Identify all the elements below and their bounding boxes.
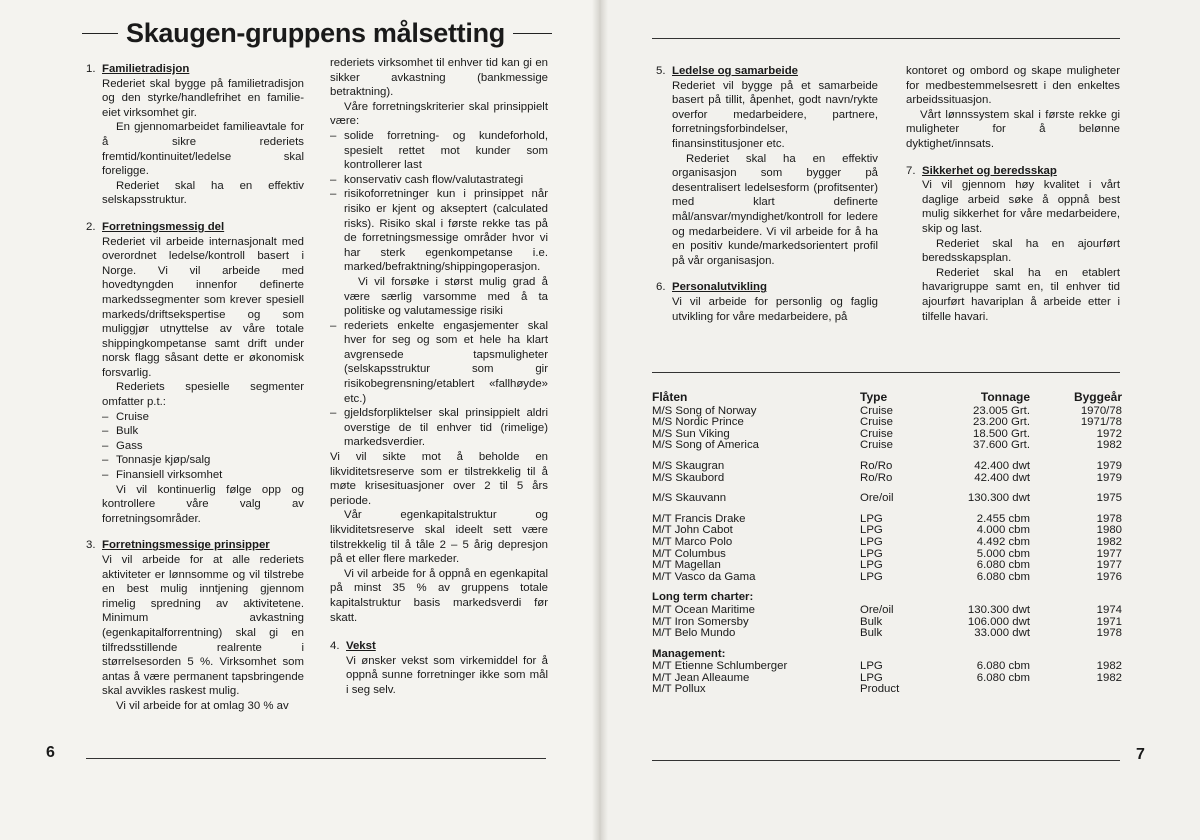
- vessel-build-year: 1971: [1096, 615, 1122, 628]
- paragraph: Vi vil forsøke i størst mulig grad å være særlig varsomme med å ta politiske og valutamessige risiki: [344, 275, 548, 318]
- vessel-type: LPG: [860, 524, 883, 537]
- vessel-name: M/T John Cabot: [652, 524, 733, 537]
- footer-rule-right: [652, 760, 1120, 761]
- right-column-1: [656, 64, 878, 324]
- section-number: 7.: [906, 164, 916, 177]
- vessel-type: Cruise: [860, 404, 893, 417]
- paragraph: Vårt lønnssystem skal i første rekke gi muligheter for å belønne dyktighet/innsats.: [906, 108, 1120, 150]
- section-6: [656, 280, 878, 324]
- vessel-build-year: 1979: [1096, 471, 1122, 484]
- section-number: 4.: [330, 640, 340, 653]
- vessel-type: LPG: [860, 559, 883, 572]
- vessel-build-year: [1030, 684, 1122, 696]
- header-rule-right: [652, 38, 1120, 39]
- fleet-group: [652, 514, 1122, 584]
- paragraph: Vi vil arbeide for å oppnå en egenkapital på minst 35 % av gruppens totale kapitalstruktur basis markedsverdi før skatt.: [330, 567, 548, 624]
- table-row: [652, 605, 1122, 617]
- table-row: [652, 537, 1122, 549]
- vessel-build-year: 1980: [1096, 524, 1122, 537]
- paragraph: Rederiet skal ha en effektiv selskapsstruktur.: [102, 179, 304, 207]
- paragraph: Våre forretningskriterier skal prinsippielt være:: [330, 100, 548, 128]
- vessel-build-year: 1977: [1096, 547, 1122, 560]
- vessel-name: M/S Song of America: [652, 439, 759, 452]
- vessel-type: Bulk: [860, 615, 883, 628]
- risk-list: [330, 319, 548, 450]
- list-item: – risikoforretninger kun i prinsippet når risiko er kjent og akseptert (calculated risks). Risiko skal i første rekke tas på de forretningsmessige områder hvor vi har sterk egenkompetanse i.e. marked/befraktning/shippingoperasjon.: [330, 187, 548, 275]
- vessel-type: Cruise: [860, 439, 893, 452]
- vessel-tonnage: 37.600 Grt.: [973, 439, 1030, 452]
- paragraph: Rederiet vil arbeide internasjonalt med overordnet ledelse/kontroll basert i Norge. Vi vil arbeide med hovedtyngden innenfor definerte markedssegmenter som krever spesiell markeds/driftsekspertise og som muliggjør utnyttelse av våre totale shippingkompetanse samt drift under norsk flagg såsant dette er økonomisk forsvarlig.: [102, 235, 304, 379]
- table-row: [652, 628, 1122, 640]
- vessel-type: Ro/Ro: [860, 459, 893, 472]
- fleet-group: [652, 461, 1122, 484]
- paragraph: En gjennomarbeidet familieavtale for å sikre rederiets fremtid/kontinuitet/ledelse skal foreligge.: [102, 121, 304, 178]
- vessel-tonnage: 2.455 cbm: [976, 512, 1030, 525]
- vessel-build-year: 1982: [1096, 660, 1122, 673]
- vessel-name: M/T Marco Polo: [652, 535, 733, 548]
- list-item: – konservativ cash flow/valutastrategi: [330, 173, 548, 188]
- vessel-tonnage: 6.080 cbm: [976, 660, 1030, 673]
- vessel-tonnage: 18.500 Grt.: [973, 427, 1030, 440]
- fleet-header-row: [652, 392, 1122, 404]
- vessel-name: M/S Song of Norway: [652, 404, 757, 417]
- section-number: 5.: [656, 65, 666, 77]
- section-7: [906, 164, 1120, 325]
- section-number: 1.: [86, 63, 96, 75]
- book-gutter: [592, 0, 608, 840]
- vessel-tonnage: 106.000 dwt: [967, 615, 1030, 628]
- table-row: [652, 684, 1122, 696]
- vessel-build-year: 1982: [1096, 439, 1122, 452]
- vessel-type: Ore/oil: [860, 492, 894, 505]
- fleet-table: [652, 392, 1122, 696]
- footer-rule-left: [86, 758, 546, 759]
- header-build-year: Byggeår: [1073, 390, 1122, 404]
- list-item: – Bulk: [102, 424, 304, 439]
- list-item: – Tonnasje kjøp/salg: [102, 453, 304, 468]
- vessel-tonnage: 6.080 cbm: [976, 570, 1030, 583]
- list-item: – solide forretning- og kundeforhold, spesielt rettet mot kunder som kontrollerer last: [330, 129, 548, 173]
- paragraph: Vi vil arbeide for personlig og faglig utvikling for våre medarbeidere, på: [672, 295, 878, 323]
- vessel-tonnage: 5.000 cbm: [976, 547, 1030, 560]
- vessel-tonnage: 42.400 dwt: [974, 459, 1030, 472]
- list-item: – Finansiell virksomhet: [102, 468, 304, 483]
- vessel-build-year: 1978: [1096, 627, 1122, 640]
- vessel-tonnage: 6.080 cbm: [976, 559, 1030, 572]
- vessel-type: LPG: [860, 671, 883, 684]
- list-item: – Cruise: [102, 410, 304, 425]
- segment-list: [102, 410, 304, 483]
- fleet-group-heading: Management:: [652, 647, 726, 660]
- vessel-name: M/T Ocean Maritime: [652, 603, 755, 616]
- vessel-name: M/T Jean Alleaume: [652, 671, 750, 684]
- vessel-build-year: 1975: [1096, 492, 1122, 505]
- vessel-name: M/T Belo Mundo: [652, 627, 736, 640]
- fleet-group: [652, 592, 1122, 639]
- fleet-top-rule: [652, 372, 1120, 373]
- vessel-build-year: 1974: [1096, 603, 1122, 616]
- vessel-build-year: 1976: [1096, 570, 1122, 583]
- section-heading: Ledelse og samarbeide: [672, 65, 798, 77]
- vessel-name: M/T Columbus: [652, 547, 726, 560]
- vessel-name: M/S Skaugran: [652, 459, 725, 472]
- right-page: [602, 0, 1200, 840]
- vessel-tonnage: 4.000 cbm: [976, 524, 1030, 537]
- right-column-2: [906, 64, 1120, 324]
- table-row: [652, 493, 1122, 505]
- vessel-tonnage: 33.000 dwt: [974, 627, 1030, 640]
- vessel-name: M/T Iron Somersby: [652, 615, 749, 628]
- vessel-build-year: 1970/78: [1080, 404, 1122, 417]
- paragraph: Vi vil gjennom høy kvalitet i vårt daglige arbeid søke å oppnå best mulig sikkerhet for våre medarbeidere, skip og last.: [922, 179, 1120, 235]
- paragraph: rederiets virksomhet til enhver tid kan gi en sikker avkastning (bankmessige betraktning).: [330, 57, 548, 99]
- vessel-type: Ro/Ro: [860, 471, 893, 484]
- paragraph: Vår egenkapitalstruktur og likviditetsreserve skal ideelt sett være tilstrekkelig til å tåle 2 – 5 årig depresjon på et eller flere markeder.: [330, 509, 548, 566]
- section-5: [656, 64, 878, 268]
- section-1: [86, 62, 304, 208]
- fleet-group: [652, 406, 1122, 452]
- section-3: [86, 538, 304, 713]
- left-column-2: [330, 56, 548, 698]
- vessel-name: M/S Skaubord: [652, 471, 725, 484]
- vessel-name: M/S Sun Viking: [652, 427, 730, 440]
- title-dash-left: [82, 33, 118, 34]
- section-number: 2.: [86, 220, 96, 233]
- section-heading: Vekst: [346, 640, 376, 653]
- fleet-group: [652, 493, 1122, 505]
- vessel-name: M/S Nordic Prince: [652, 416, 744, 429]
- section-4: [330, 639, 548, 697]
- paragraph: Rederiet vil bygge på et samarbeide basert på tillit, åpenhet, godt navn/rykte overfor medarbeidere, partnere, forretningsforbindelser, finansinstitusjoner etc.: [672, 79, 878, 150]
- list-item: – rederiets enkelte engasjementer skal hver for seg og som et hele ha klart avgrensede tapsmuligheter (selskapsstruktur som gir risikobegrensning/etablert «fallhøyde» etc.): [330, 319, 548, 407]
- paragraph: Rederiet skal ha en effektiv organisasjon som bygger på desentralisert ledelsesform (profitsenter) med klart definerte mål/ansvar/myndighet/kontroll for ledere og medarbeidere. Vi vil arbeide for å ha en positiv kunde/markedsorientert profil på vår organisasjon.: [672, 152, 878, 267]
- vessel-tonnage: 6.080 cbm: [976, 671, 1030, 684]
- vessel-name: M/T Francis Drake: [652, 512, 746, 525]
- vessel-tonnage: 4.492 cbm: [976, 535, 1030, 548]
- criteria-list: [330, 129, 548, 275]
- list-item: – gjeldsforpliktelser skal prinsippielt aldri overstige de til enhver tid (rimelige) markedsverdier.: [330, 406, 548, 450]
- paragraph: Vi ønsker vekst som virkemiddel for å oppnå sunne forretninger ikke som mål i seg selv.: [346, 654, 548, 696]
- vessel-name: M/T Etienne Schlumberger: [652, 660, 788, 673]
- vessel-tonnage: 42.400 dwt: [974, 471, 1030, 484]
- vessel-build-year: 1978: [1096, 512, 1122, 525]
- vessel-type: Cruise: [860, 427, 893, 440]
- vessel-type: Product: [860, 683, 900, 696]
- section-heading: Forretningsmessig del: [102, 220, 225, 233]
- page-number-left: 6: [46, 744, 55, 761]
- vessel-build-year: 1971/78: [1080, 416, 1122, 429]
- vessel-type: LPG: [860, 660, 883, 673]
- paragraph: Rederiet skal ha en etablert havarigruppe samt en, til enhver tid ajourført havariplan å arbeide etter i tilfelle havari.: [922, 266, 1120, 323]
- section-number: 6.: [656, 281, 666, 294]
- vessel-tonnage: 23.200 Grt.: [973, 416, 1030, 429]
- title-row: [82, 18, 552, 49]
- table-row: [652, 549, 1122, 561]
- section-heading: Forretningsmessige prinsipper: [102, 539, 270, 552]
- header-type: Type: [860, 390, 888, 404]
- vessel-name: M/S Skauvann: [652, 492, 727, 505]
- vessel-tonnage: 130.300 dwt: [967, 603, 1030, 616]
- section-number: 3.: [86, 539, 96, 552]
- vessel-name: M/T Vasco da Gama: [652, 570, 756, 583]
- vessel-build-year: 1982: [1096, 535, 1122, 548]
- vessel-name: M/T Magellan: [652, 559, 721, 572]
- paragraph: Vi vil kontinuerlig følge opp og kontrollere våre valg av forretningsområder.: [102, 483, 304, 525]
- table-row: [652, 572, 1122, 584]
- vessel-type: Ore/oil: [860, 603, 894, 616]
- vessel-build-year: 1977: [1096, 559, 1122, 572]
- vessel-type: LPG: [860, 570, 883, 583]
- header-tonnage: Tonnage: [980, 390, 1030, 404]
- vessel-tonnage: 23.005 Grt.: [973, 404, 1030, 417]
- fleet-group: [652, 649, 1122, 696]
- left-column-1: [86, 62, 304, 714]
- table-row: [652, 461, 1122, 473]
- vessel-type: Cruise: [860, 416, 893, 429]
- table-row: [652, 473, 1122, 485]
- header-fleet: Flåten: [652, 390, 688, 404]
- vessel-type: LPG: [860, 535, 883, 548]
- vessel-build-year: 1982: [1096, 671, 1122, 684]
- table-row: [652, 440, 1122, 452]
- section-heading: Sikkerhet og beredsskap: [922, 164, 1057, 177]
- fleet-group-heading: Long term charter:: [652, 591, 754, 604]
- paragraph: Rederiet skal ha en ajourført beredsskapsplan.: [922, 237, 1120, 265]
- page-number-right: 7: [1136, 746, 1145, 763]
- vessel-type: LPG: [860, 547, 883, 560]
- paragraph: Vi vil arbeide for at alle rederiets aktiviteter er lønnsomme og vil tilstrebe en best mulig inntjening gjennom rimelig spredning av aktivitetene. Minimum avkastning (egenkapitalforrentning) skal gi en tilfredsstillende realrente i størrelsesorden 5 %. Virksomhet som antas å være permanent tapsbringende skal avvikles raskest mulig.: [102, 554, 304, 698]
- vessel-tonnage: 130.300 dwt: [967, 492, 1030, 505]
- vessel-tonnage: [930, 684, 1030, 696]
- fleet-body: [652, 406, 1122, 696]
- vessel-name: M/T Pollux: [652, 683, 706, 696]
- vessel-type: LPG: [860, 512, 883, 525]
- paragraph: Vi vil arbeide for at omlag 30 % av: [116, 699, 289, 712]
- section-heading: Familietradisjon: [102, 63, 190, 75]
- section-2: [86, 220, 304, 526]
- vessel-type: Bulk: [860, 627, 883, 640]
- title-dash-right: [513, 33, 552, 34]
- paragraph: Rederiet skal bygge på familietradisjon og den styrke/handlefrihet en familie-eiet virksomhet gir.: [102, 77, 304, 119]
- paragraph: Rederiets spesielle segmenter omfatter p.t.:: [102, 381, 304, 409]
- vessel-build-year: 1979: [1096, 459, 1122, 472]
- paragraph: Vi vil sikte mot å beholde en likviditetsreserve som er tilstrekkelig til å møte krisesituasjoner over 2 til 5 års periode.: [330, 451, 548, 507]
- page-title: Skaugen-gruppens målsetting: [126, 18, 505, 48]
- paragraph: kontoret og ombord og skape muligheter for medbestemmelsesrett i den enkeltes arbeidssituasjon.: [906, 65, 1120, 107]
- vessel-build-year: 1972: [1096, 427, 1122, 440]
- table-row: [652, 560, 1122, 572]
- list-item: – Gass: [102, 439, 304, 454]
- left-page: [0, 0, 598, 840]
- section-heading: Personalutvikling: [672, 281, 767, 294]
